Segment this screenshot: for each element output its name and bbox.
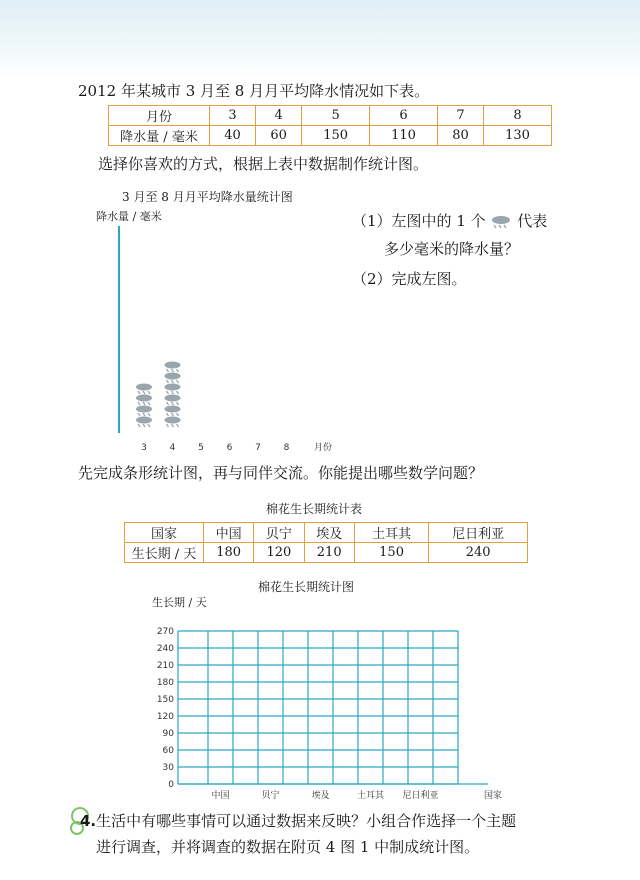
- x-tick-label: 土耳其: [356, 791, 385, 801]
- q2-question-1-cont: 多少毫米的降水量？: [384, 240, 520, 258]
- q3-bar-grid: [140, 615, 520, 807]
- y-tick-label: 90: [162, 729, 174, 739]
- table-cell: 中国: [204, 523, 254, 543]
- table-cell: 国家: [125, 523, 204, 543]
- x-tick-label: 贝宁: [261, 791, 280, 801]
- q2-instruction: 选择你喜欢的方式，根据上表中数据制作统计图。: [98, 155, 429, 173]
- rain-cloud-icon: [165, 395, 181, 406]
- q2-y-label: 降水量 / 毫米: [96, 210, 162, 223]
- y-tick-label: 0: [168, 780, 174, 790]
- rain-cloud-icon: [165, 406, 181, 417]
- q2-table: [108, 105, 552, 146]
- table-cell: 150: [354, 543, 428, 563]
- y-tick-label: 150: [156, 695, 174, 705]
- x-tick-label: 埃及: [311, 791, 330, 801]
- table-row: [109, 126, 552, 146]
- table-cell: 120: [254, 543, 304, 563]
- x-tick-label: 6: [226, 443, 233, 453]
- rain-cloud-icon: [136, 395, 152, 406]
- rain-cloud-icon: [136, 384, 152, 395]
- rain-cloud-icon: [165, 384, 181, 395]
- table-row: [125, 523, 528, 543]
- q2-chart-title: 3 月至 8 月月平均降水量统计图: [122, 190, 293, 204]
- q2-question-1: （1）左图中的 1 个 代表: [352, 212, 548, 230]
- table-cell: 240: [429, 543, 528, 563]
- table-cell: 180: [204, 543, 254, 563]
- rain-cloud-icon: [165, 362, 181, 373]
- y-tick-label: 60: [162, 746, 174, 756]
- x-tick-labels: [141, 441, 332, 453]
- table-cell: 月份: [109, 106, 210, 126]
- q3-chart-title: 棉花生长期统计图: [258, 580, 355, 594]
- rain-cloud-icon: [136, 417, 152, 428]
- table-cell: 4: [256, 106, 302, 126]
- q3-table-title: 棉花生长期统计表: [266, 502, 363, 516]
- table-cell: 7: [437, 106, 483, 126]
- table-cell: 40: [210, 126, 256, 146]
- table-cell: 尼日利亚: [429, 523, 528, 543]
- table-cell: 埃及: [304, 523, 354, 543]
- rain-cloud-icon: [490, 215, 512, 229]
- q4-line-1: 4.生活中有哪些事情可以通过数据来反映？小组合作选择一个主题: [80, 812, 517, 830]
- table-cell: 130: [484, 126, 552, 146]
- rain-cloud-icon: [165, 373, 181, 384]
- q4-line-2: 进行调查，并将调查的数据在附页 4 图 1 中制成统计图。: [96, 838, 480, 856]
- x-tick-label: 尼日利亚: [402, 791, 439, 801]
- table-cell: 6: [370, 106, 438, 126]
- table-cell: 80: [437, 126, 483, 146]
- table-row: [109, 106, 552, 126]
- table-cell: 150: [302, 126, 370, 146]
- y-tick-label: 210: [156, 661, 174, 671]
- table-cell: 60: [256, 126, 302, 146]
- table-cell: 土耳其: [354, 523, 428, 543]
- table-cell: 110: [370, 126, 438, 146]
- x-axis-unit: 月份: [313, 443, 333, 453]
- header-band: [0, 0, 640, 78]
- table-cell: 210: [304, 543, 354, 563]
- y-tick-label: 240: [156, 644, 174, 654]
- x-tick-label: 8: [283, 443, 290, 453]
- pictograph-icons: [136, 362, 181, 428]
- table-cell: 贝宁: [254, 523, 304, 543]
- table-row: [125, 543, 528, 563]
- x-tick-label: 3: [141, 443, 147, 453]
- table-cell: 生长期 / 天: [125, 543, 204, 563]
- y-tick-labels: [157, 627, 174, 790]
- q2-pictograph: [90, 222, 350, 454]
- q3-title: 先完成条形统计图，再与同伴交流。你能提出哪些数学问题？: [78, 464, 484, 482]
- q3-y-label: 生长期 / 天: [152, 596, 207, 609]
- y-tick-label: 120: [156, 712, 174, 722]
- table-cell: 降水量 / 毫米: [109, 126, 210, 146]
- table-cell: 3: [210, 106, 256, 126]
- x-tick-label: 7: [255, 443, 261, 453]
- y-tick-label: 180: [156, 678, 174, 688]
- y-tick-label: 270: [156, 627, 174, 637]
- x-tick-label: 4: [169, 443, 176, 453]
- q2-question-2: （2）完成左图。: [352, 270, 467, 288]
- chart-grid: [178, 631, 488, 784]
- table-cell: 5: [302, 106, 370, 126]
- y-tick-label: 30: [162, 763, 174, 773]
- q3-table: [124, 522, 528, 563]
- q2-title: 2012 年某城市 3 月至 8 月月平均降水情况如下表。: [78, 82, 430, 100]
- x-tick-label: 5: [198, 443, 204, 453]
- x-tick-labels: [211, 789, 502, 801]
- table-cell: 8: [484, 106, 552, 126]
- x-axis-unit: 国家: [483, 791, 503, 801]
- rain-cloud-icon: [165, 417, 181, 428]
- rain-cloud-icon: [136, 406, 152, 417]
- x-tick-label: 中国: [211, 791, 230, 801]
